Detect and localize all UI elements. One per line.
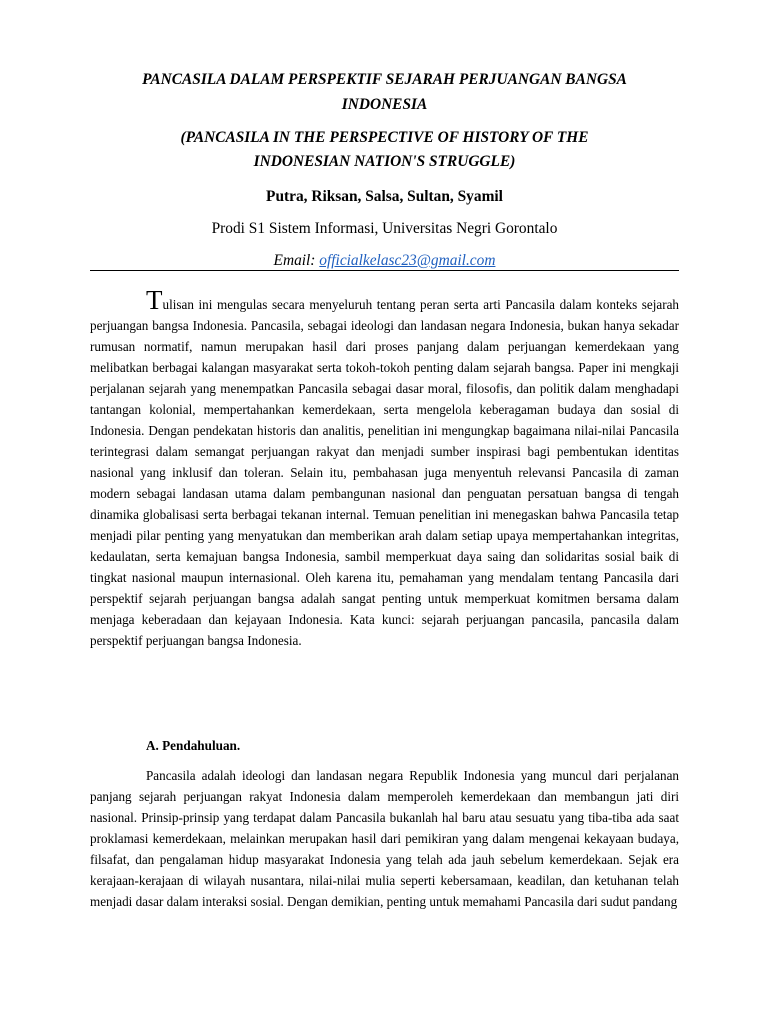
- introduction-paragraph: Pancasila adalah ideologi dan landasan negara Republik Indonesia yang muncul dari perjalanan panjang sejarah perjuangan rakyat Indonesia dalam memperoleh kemerdekaan dan membangun jati diri nasional. Prinsip-prinsip yang terdapat dalam Pancasila bukanlah hal baru atau sesuatu yang tiba-tiba ada saat proklamasi kemerdekaan, melainkan merupakan hasil dari pemikiran yang dalam mengenai kekayaan budaya, filsafat, dan pengalaman hidup masyarakat Indonesia yang telah ada jauh sebelum kemerdekaan. Sejak era kerajaan-kerajaan di wilayah nusantara, nilai-nilai mulia seperti kebersamaan, keadilan, dan ketuhanan telah menjadi dasar dalam interaksi sosial. Dengan demikian, penting untuk memahami Pancasila dari sudut pandang: [90, 768, 679, 909]
- abstract-text: ulisan ini mengulas secara menyeluruh tentang peran serta arti Pancasila dalam konteks sejarah perjuangan bangsa Indonesia. Pancasila, sebagai ideologi dan landasan negara Indonesia, bukan hanya sekadar rumusan normatif, namun merupakan hasil dari proses panjang dalam perjuangan kemerdekaan yang melibatkan berbagai kalangan masyarakat serta tokoh-tokoh penting dalam sejarah bangsa. Paper ini mengkaji perjalanan sejarah yang menempatkan Pancasila sebagai dasar moral, filosofis, dan politik dalam menghadapi tantangan kolonial, mempertahankan kemerdekaan, serta mengelola keberagaman budaya dan sosial di Indonesia. Dengan pendekatan historis dan analitis, penelitian ini mengungkap bagaimana nilai-nilai Pancasila terintegrasi dalam semangat perjuangan rakyat dan menjadi sumber inspirasi bagi pembentukan identitas nasional yang inklusif dan toleran. Selain itu, pembahasan juga menyentuh relevansi Pancasila di zaman modern sebagai landasan utama dalam pembangunan nasional dan penguatan persatuan bangsa di tengah dinamika globalisasi serta berbagai tekanan internal. Temuan penelitian ini menegaskan bahwa Pancasila tetap menjadi pilar penting yang menyatukan dan memberikan arah dalam setiap upaya mempertahankan integritas, kedaulatan, serta kemajuan bangsa Indonesia, sambil memperkuat daya saing dan solidaritas sosial baik di tingkat nasional maupun internasional. Oleh karena itu, pemahaman yang mendalam tentang Pancasila dari perspektif sejarah perjuangan bangsa adalah sangat penting untuk memperkuat komitmen bersama dalam menjaga keberadaan dan kejayaan Indonesia. Kata kunci: sejarah perjuangan pancasila, pancasila dalam perspektif perjuangan bangsa Indonesia.: [90, 297, 679, 648]
- paper-title-line-1: PANCASILA DALAM PERSPEKTIF SEJARAH PERJUANGAN BANGSA: [142, 71, 627, 88]
- email-label: Email:: [273, 252, 316, 269]
- email-link[interactable]: officialkelasc23@gmail.com: [319, 252, 496, 269]
- paper-title-line-2: INDONESIA: [341, 96, 428, 113]
- paper-title-en-line-2: INDONESIAN NATION'S STRUGGLE): [253, 153, 516, 170]
- affiliation: Prodi S1 Sistem Informasi, Universitas Negri Gorontalo: [211, 220, 558, 237]
- authors: Putra, Riksan, Salsa, Sultan, Syamil: [266, 188, 503, 205]
- abstract-dropcap: T: [146, 285, 163, 315]
- email-line: [90, 252, 679, 270]
- section-heading: A. Pendahuluan.: [146, 738, 241, 753]
- paper-title-en-line-1: (PANCASILA IN THE PERSPECTIVE OF HISTORY OF THE: [180, 129, 589, 146]
- header-divider: [90, 270, 679, 271]
- abstract-paragraph: [90, 285, 679, 651]
